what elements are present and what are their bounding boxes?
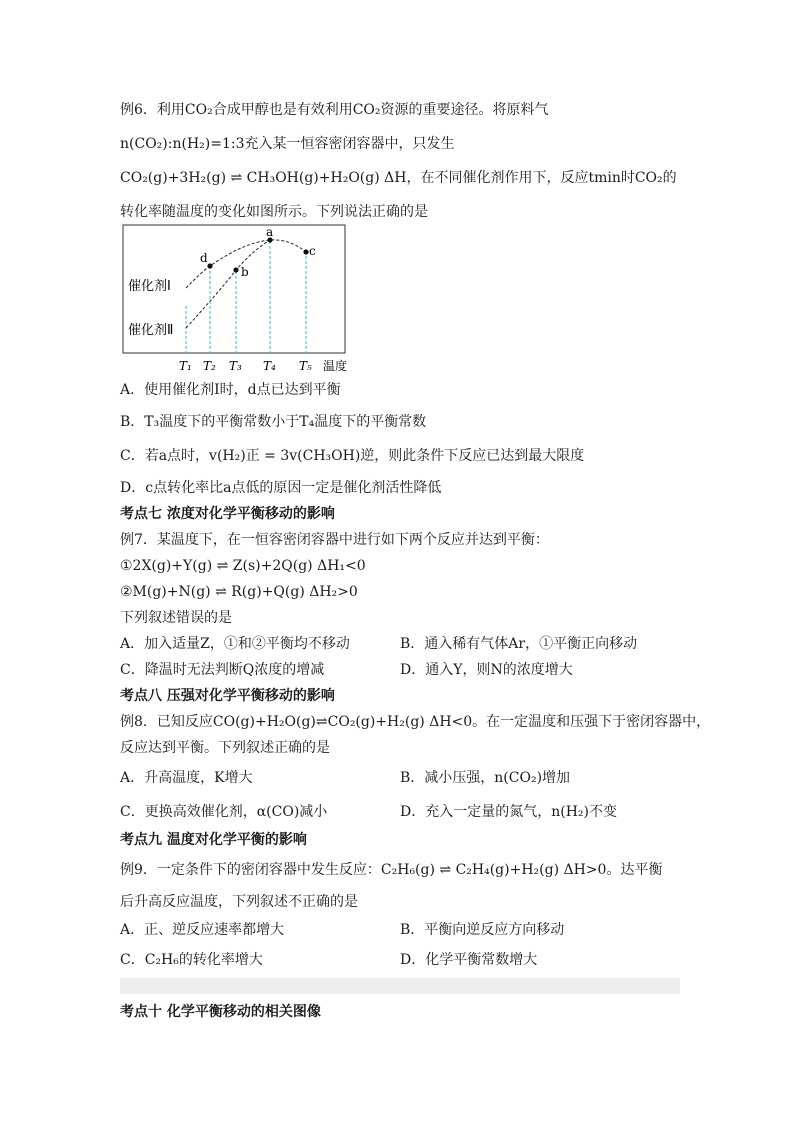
- ex8-option-d: D．充入一定量的氮气，n(H₂)不变: [400, 804, 617, 820]
- ex6-line1: 例6．利用CO₂合成甲醇也是有效利用CO₂资源的重要途径。将原料气: [120, 102, 549, 118]
- ex9-option-d: D．化学平衡常数增大: [400, 952, 538, 968]
- label-c: c: [309, 244, 316, 258]
- ex8-option-b: B．减小压强，n(CO₂)增加: [400, 770, 571, 786]
- ex9-stem-2: 后升高反应温度，下列叙述不正确的是: [120, 894, 358, 910]
- ex6-option-d: D．c点转化率比a点低的原因一定是催化剂活性降低: [120, 480, 442, 496]
- ex7-reaction-1: ①2X(g)+Y(g) ⇌ Z(s)+2Q(g) ΔH₁<0: [120, 558, 366, 574]
- point-b: [233, 267, 238, 272]
- x-axis-label: 温度: [323, 359, 348, 373]
- ex7-option-c: C．降温时无法判断Q浓度的增减: [120, 662, 325, 678]
- point-c: [303, 249, 308, 254]
- ex9-stem: 例9．一定条件下的密闭容器中发生反应：C₂H₆(g) ⇌ C₂H₄(g)+H₂(g) ΔH>0。达平衡: [120, 862, 663, 878]
- tick-T4: T₄: [263, 359, 276, 373]
- ex9-option-c: C．C₂H₆的转化率增大: [120, 952, 263, 968]
- ex7-stem: 例7．某温度下，在一恒容密闭容器中进行如下两个反应并达到平衡：: [120, 532, 549, 548]
- label-catalyst-1: 催化剂Ⅰ: [128, 279, 171, 294]
- ex6-line4: 转化率随温度的变化如图所示。下列说法正确的是: [120, 204, 428, 220]
- tick-T1: T₁: [179, 359, 192, 373]
- ex8-stem: 例8．已知反应CO(g)+H₂O(g)⇌CO₂(g)+H₂(g) ΔH<0。在一定温度和压强下于密闭容器中，: [120, 714, 711, 730]
- ex9-option-a: A．正、逆反应速率都增大: [120, 922, 285, 938]
- section-7-title: 考点七 浓度对化学平衡移动的影响: [120, 506, 335, 522]
- ex6-option-b: B．T₃温度下的平衡常数小于T₄温度下的平衡常数: [120, 414, 427, 430]
- ex7-question: 下列叙述错误的是: [120, 610, 232, 626]
- ex7-option-b: B．通入稀有气体Ar，①平衡正向移动: [400, 636, 638, 652]
- label-a: a: [266, 225, 274, 239]
- label-b: b: [241, 265, 249, 279]
- ex6-line3: CO₂(g)+3H₂(g) ⇌ CH₃OH(g)+H₂O(g) ΔH，在不同催化剂作用下，反应tmin时CO₂的: [120, 170, 677, 186]
- ex7-reaction-2: ②M(g)+N(g) ⇌ R(g)+Q(g) ΔH₂>0: [120, 584, 358, 600]
- tick-T3: T₃: [229, 359, 242, 373]
- ex6-option-a: A．使用催化剂Ⅰ时，d点已达到平衡: [120, 382, 341, 398]
- conversion-temperature-figure: [120, 224, 360, 384]
- label-catalyst-2: 催化剂Ⅱ: [128, 323, 174, 338]
- ex6-line2: n(CO₂):n(H₂)=1:3充入某一恒容密闭容器中，只发生: [120, 136, 455, 152]
- ex9-option-b: B．平衡向逆反应方向移动: [400, 922, 565, 938]
- label-d: d: [200, 251, 208, 265]
- section-9-title: 考点九 温度对化学平衡的影响: [120, 832, 307, 848]
- tick-T5: T₅: [299, 359, 312, 373]
- ex8-option-a: A．升高温度，K增大: [120, 770, 253, 786]
- ex7-option-d: D．通入Y，则N的浓度增大: [400, 662, 573, 678]
- section-10-title: 考点十 化学平衡移动的相关图像: [120, 1004, 321, 1020]
- ex6-option-c: C．若a点时，v(H₂)正 = 3v(CH₃OH)逆，则此条件下反应已达到最大限度: [120, 448, 585, 464]
- ex8-option-c: C．更换高效催化剂，α(CO)减小: [120, 804, 328, 820]
- divider-bar: [120, 978, 680, 994]
- ex7-option-a: A．加入适量Z，①和②平衡均不移动: [120, 636, 350, 652]
- point-d: [207, 263, 212, 268]
- section-8-title: 考点八 压强对化学平衡移动的影响: [120, 688, 335, 704]
- ex8-stem-2: 反应达到平衡。下列叙述正确的是: [120, 740, 330, 756]
- tick-T2: T₂: [203, 359, 216, 373]
